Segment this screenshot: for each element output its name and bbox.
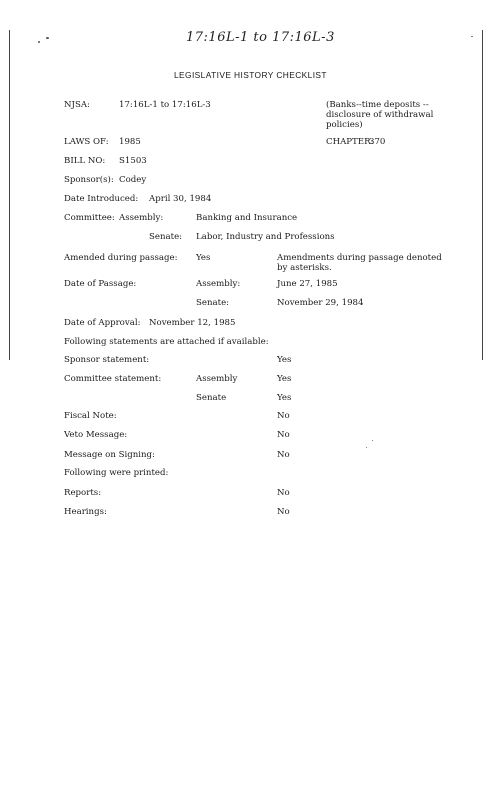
njsa-note: (Banks--time deposits --disclosure of withdrawal policies) bbox=[326, 100, 434, 130]
sponsor-value: Codey bbox=[119, 175, 147, 185]
sponsor-statement-value: Yes bbox=[277, 355, 292, 365]
scan-speck bbox=[46, 37, 49, 39]
bill-no-value: S1503 bbox=[119, 156, 147, 166]
passage-assembly-value: June 27, 1985 bbox=[277, 279, 338, 289]
amended-note: Amendments during passage denoted by asterisks. bbox=[277, 253, 442, 273]
committee-statement-assembly-value: Yes bbox=[277, 374, 292, 384]
committee-assembly-label: Assembly: bbox=[119, 213, 164, 223]
scan-speck bbox=[471, 36, 473, 37]
hearings-label: Hearings: bbox=[64, 507, 107, 517]
committee-label: Committee: bbox=[64, 213, 115, 223]
amended-value: Yes bbox=[196, 253, 211, 263]
veto-message-value: No bbox=[277, 430, 290, 440]
committee-senate-value: Labor, Industry and Professions bbox=[196, 232, 335, 242]
laws-of-label: LAWS OF: bbox=[64, 137, 109, 147]
scan-speck bbox=[366, 447, 367, 448]
page-title: LEGISLATIVE HISTORY CHECKLIST bbox=[174, 70, 327, 80]
scan-speck bbox=[38, 41, 40, 43]
reports-value: No bbox=[277, 488, 290, 498]
committee-statement-senate-label: Senate bbox=[196, 393, 227, 403]
committee-senate-label: Senate: bbox=[149, 232, 183, 242]
handwritten-heading: 17:16L-1 to 17:16L-3 bbox=[186, 30, 335, 45]
reports-label: Reports: bbox=[64, 488, 102, 498]
date-introduced-label: Date Introduced: bbox=[64, 194, 139, 204]
njsa-value: 17:16L-1 to 17:16L-3 bbox=[119, 100, 211, 110]
committee-statement-label: Committee statement: bbox=[64, 374, 162, 384]
veto-message-label: Veto Message: bbox=[64, 430, 128, 440]
passage-senate-value: November 29, 1984 bbox=[277, 298, 364, 308]
passage-assembly-label: Assembly: bbox=[196, 279, 241, 289]
committee-statement-assembly-label: Assembly bbox=[196, 374, 238, 384]
committee-statement-senate-value: Yes bbox=[277, 393, 292, 403]
scan-edge-right bbox=[482, 30, 483, 360]
chapter-label: CHAPTER: bbox=[326, 137, 374, 147]
message-on-signing-value: No bbox=[277, 450, 290, 460]
fiscal-note-label: Fiscal Note: bbox=[64, 411, 117, 421]
bill-no-label: BILL NO: bbox=[64, 156, 106, 166]
committee-assembly-value: Banking and Insurance bbox=[196, 213, 298, 223]
statements-heading: Following statements are attached if available: bbox=[64, 337, 269, 347]
scan-speck bbox=[372, 440, 373, 441]
date-of-passage-label: Date of Passage: bbox=[64, 279, 137, 289]
date-introduced-value: April 30, 1984 bbox=[149, 194, 212, 204]
scan-edge-left bbox=[9, 30, 10, 360]
laws-of-value: 1985 bbox=[119, 137, 141, 147]
date-of-approval-value: November 12, 1985 bbox=[149, 318, 236, 328]
message-on-signing-label: Message on Signing: bbox=[64, 450, 155, 460]
hearings-value: No bbox=[277, 507, 290, 517]
sponsor-label: Sponsor(s): bbox=[64, 175, 114, 185]
fiscal-note-value: No bbox=[277, 411, 290, 421]
chapter-value: 370 bbox=[369, 137, 386, 147]
amended-label: Amended during passage: bbox=[64, 253, 178, 263]
passage-senate-label: Senate: bbox=[196, 298, 230, 308]
date-of-approval-label: Date of Approval: bbox=[64, 318, 141, 328]
njsa-label: NJSA: bbox=[64, 100, 90, 110]
printed-heading: Following were printed: bbox=[64, 468, 169, 478]
sponsor-statement-label: Sponsor statement: bbox=[64, 355, 150, 365]
